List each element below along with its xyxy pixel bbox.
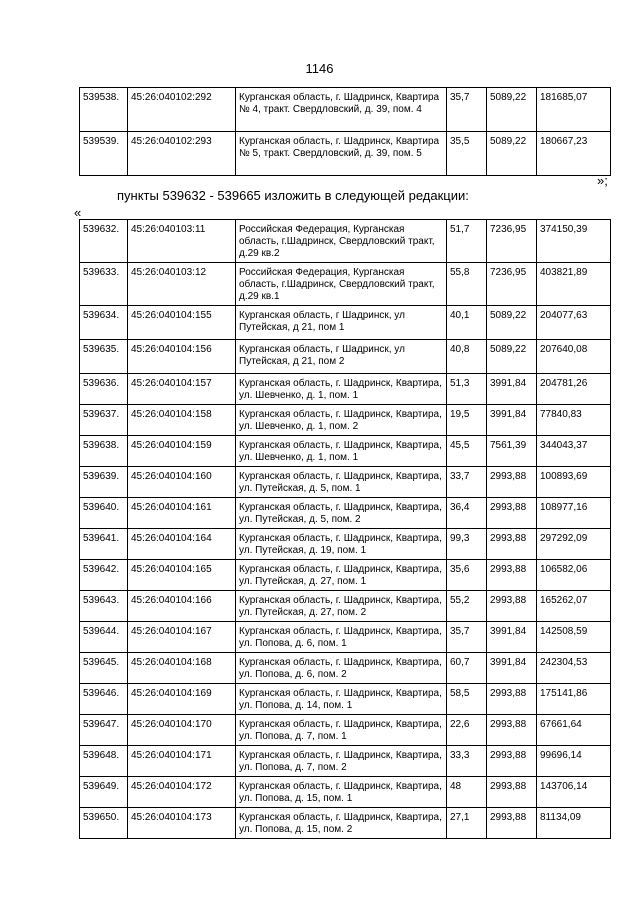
rate-cell: 3991,84 [487, 622, 537, 653]
area-cell: 35,7 [447, 88, 487, 132]
cadastral-number-cell: 45:26:040103:11 [128, 220, 236, 263]
cadastral-value-cell: 204077,63 [537, 306, 611, 340]
address-cell: Курганская область, г. Шадринск, Квартира, ул. Попова, д. 14, пом. 1 [236, 684, 447, 715]
cadastral-number-cell: 45:26:040104:164 [128, 529, 236, 560]
area-cell: 45,5 [447, 436, 487, 467]
cadastral-value-cell: 143706,14 [537, 777, 611, 808]
cadastral-number-cell: 45:26:040104:167 [128, 622, 236, 653]
row-number-cell: 539644. [80, 622, 128, 653]
area-cell: 36,4 [447, 498, 487, 529]
cadastral-value-cell: 142508,59 [537, 622, 611, 653]
table-row [80, 436, 611, 467]
rate-cell: 2993,88 [487, 498, 537, 529]
cadastral-number-cell: 45:26:040104:158 [128, 405, 236, 436]
cadastral-value-cell: 297292,09 [537, 529, 611, 560]
address-cell: Курганская область, г. Шадринск, Квартира, ул. Попова, д. 15, пом. 2 [236, 808, 447, 839]
cadastral-value-cell: 81134,09 [537, 808, 611, 839]
cadastral-number-cell: 45:26:040104:161 [128, 498, 236, 529]
cadastral-number-cell: 45:26:040102:292 [128, 88, 236, 132]
row-number-cell: 539638. [80, 436, 128, 467]
area-cell: 99,3 [447, 529, 487, 560]
page-number: 1146 [305, 61, 334, 76]
table-row [80, 306, 611, 340]
cadastral-value-cell: 106582,06 [537, 560, 611, 591]
address-cell: Курганская область, г Шадринск, ул Путейская, д 21, пом 2 [236, 340, 447, 374]
cadastral-number-cell: 45:26:040103:12 [128, 263, 236, 306]
area-cell: 33,3 [447, 746, 487, 777]
rate-cell: 2993,88 [487, 715, 537, 746]
cadastral-value-cell: 99696,14 [537, 746, 611, 777]
rate-cell: 2993,88 [487, 467, 537, 498]
cadastral-value-cell: 207640,08 [537, 340, 611, 374]
table-row [80, 374, 611, 405]
address-cell: Курганская область, г. Шадринск, Квартира, ул. Шевченко, д. 1, пом. 1 [236, 436, 447, 467]
cadastral-value-cell: 180667,23 [537, 132, 611, 176]
rate-cell: 7561,39 [487, 436, 537, 467]
cadastral-value-cell: 242304,53 [537, 653, 611, 684]
row-number-cell: 539636. [80, 374, 128, 405]
cadastral-number-cell: 45:26:040104:157 [128, 374, 236, 405]
property-table-previous [79, 87, 611, 176]
row-number-cell: 539633. [80, 263, 128, 306]
cadastral-number-cell: 45:26:040104:166 [128, 591, 236, 622]
area-cell: 22,6 [447, 715, 487, 746]
table-row [80, 715, 611, 746]
table-row [80, 405, 611, 436]
cadastral-number-cell: 45:26:040104:171 [128, 746, 236, 777]
area-cell: 51,3 [447, 374, 487, 405]
area-cell: 35,7 [447, 622, 487, 653]
table-row [80, 622, 611, 653]
rate-cell: 2993,88 [487, 560, 537, 591]
row-number-cell: 539642. [80, 560, 128, 591]
address-cell: Курганская область, г. Шадринск, Квартира № 5, тракт. Свердловский, д. 39, пом. 5 [236, 132, 447, 176]
table-row [80, 808, 611, 839]
rate-cell: 2993,88 [487, 808, 537, 839]
area-cell: 40,1 [447, 306, 487, 340]
address-cell: Курганская область, г. Шадринск, Квартира, ул. Путейская, д. 27, пом. 1 [236, 560, 447, 591]
cadastral-value-cell: 175141,86 [537, 684, 611, 715]
row-number-cell: 539647. [80, 715, 128, 746]
address-cell: Российская Федерация, Курганская область, г.Шадринск, Свердловский тракт, д.29 кв.2 [236, 220, 447, 263]
cadastral-value-cell: 67661,64 [537, 715, 611, 746]
table-row [80, 529, 611, 560]
cadastral-value-cell: 344043,37 [537, 436, 611, 467]
area-cell: 40,8 [447, 340, 487, 374]
rate-cell: 2993,88 [487, 591, 537, 622]
table-row [80, 498, 611, 529]
rate-cell: 2993,88 [487, 746, 537, 777]
row-number-cell: 539645. [80, 653, 128, 684]
table-row [80, 263, 611, 306]
row-number-cell: 539650. [80, 808, 128, 839]
cadastral-value-cell: 165262,07 [537, 591, 611, 622]
rate-cell: 2993,88 [487, 684, 537, 715]
address-cell: Российская Федерация, Курганская область, г.Шадринск, Свердловский тракт, д.29 кв.1 [236, 263, 447, 306]
cadastral-number-cell: 45:26:040104:159 [128, 436, 236, 467]
cadastral-number-cell: 45:26:040104:160 [128, 467, 236, 498]
address-cell: Курганская область, г. Шадринск, Квартира, ул. Попова, д. 6, пом. 1 [236, 622, 447, 653]
area-cell: 55,2 [447, 591, 487, 622]
area-cell: 58,5 [447, 684, 487, 715]
row-number-cell: 539648. [80, 746, 128, 777]
area-cell: 48 [447, 777, 487, 808]
row-number-cell: 539634. [80, 306, 128, 340]
cadastral-number-cell: 45:26:040104:170 [128, 715, 236, 746]
rate-cell: 3991,84 [487, 653, 537, 684]
rate-cell: 3991,84 [487, 405, 537, 436]
table-row [80, 560, 611, 591]
cadastral-value-cell: 181685,07 [537, 88, 611, 132]
table-row [80, 340, 611, 374]
area-cell: 19,5 [447, 405, 487, 436]
table-row [80, 777, 611, 808]
address-cell: Курганская область, г. Шадринск, Квартира, ул. Путейская, д. 19, пом. 1 [236, 529, 447, 560]
area-cell: 55,8 [447, 263, 487, 306]
row-number-cell: 539646. [80, 684, 128, 715]
cadastral-number-cell: 45:26:040104:165 [128, 560, 236, 591]
cadastral-value-cell: 100893,69 [537, 467, 611, 498]
table-row [80, 746, 611, 777]
address-cell: Курганская область, г Шадринск, ул Путейская, д 21, пом 1 [236, 306, 447, 340]
rate-cell: 5089,22 [487, 340, 537, 374]
address-cell: Курганская область, г. Шадринск, Квартира, ул. Путейская, д. 5, пом. 1 [236, 467, 447, 498]
cadastral-value-cell: 374150,39 [537, 220, 611, 263]
row-number-cell: 539539. [80, 132, 128, 176]
row-number-cell: 539639. [80, 467, 128, 498]
property-table-amended [79, 219, 611, 839]
rate-cell: 5089,22 [487, 306, 537, 340]
rate-cell: 5089,22 [487, 88, 537, 132]
address-cell: Курганская область, г. Шадринск, Квартира, ул. Путейская, д. 27, пом. 2 [236, 591, 447, 622]
row-number-cell: 539538. [80, 88, 128, 132]
table-row [80, 88, 611, 132]
area-cell: 27,1 [447, 808, 487, 839]
rate-cell: 2993,88 [487, 529, 537, 560]
table-row [80, 467, 611, 498]
address-cell: Курганская область, г. Шадринск, Квартира, ул. Шевченко, д. 1, пом. 1 [236, 374, 447, 405]
area-cell: 51,7 [447, 220, 487, 263]
address-cell: Курганская область, г. Шадринск, Квартира, ул. Попова, д. 15, пом. 1 [236, 777, 447, 808]
address-cell: Курганская область, г. Шадринск, Квартира, ул. Попова, д. 7, пом. 2 [236, 746, 447, 777]
cadastral-number-cell: 45:26:040104:155 [128, 306, 236, 340]
area-cell: 35,6 [447, 560, 487, 591]
row-number-cell: 539635. [80, 340, 128, 374]
cadastral-number-cell: 45:26:040104:156 [128, 340, 236, 374]
address-cell: Курганская область, г. Шадринск, Квартира, ул. Попова, д. 6, пом. 2 [236, 653, 447, 684]
cadastral-value-cell: 403821,89 [537, 263, 611, 306]
amendment-instruction: пункты 539632 - 539665 изложить в следующей редакции: [117, 188, 469, 203]
rate-cell: 3991,84 [487, 374, 537, 405]
cadastral-value-cell: 204781,26 [537, 374, 611, 405]
row-number-cell: 539643. [80, 591, 128, 622]
rate-cell: 2993,88 [487, 777, 537, 808]
row-number-cell: 539637. [80, 405, 128, 436]
rate-cell: 7236,95 [487, 220, 537, 263]
table-row [80, 684, 611, 715]
cadastral-number-cell: 45:26:040102:293 [128, 132, 236, 176]
table-row [80, 653, 611, 684]
table-row [80, 132, 611, 176]
cadastral-value-cell: 77840,83 [537, 405, 611, 436]
cadastral-number-cell: 45:26:040104:172 [128, 777, 236, 808]
cadastral-number-cell: 45:26:040104:169 [128, 684, 236, 715]
row-number-cell: 539632. [80, 220, 128, 263]
row-number-cell: 539649. [80, 777, 128, 808]
area-cell: 33,7 [447, 467, 487, 498]
closing-quote: »; [597, 173, 608, 188]
cadastral-value-cell: 108977,16 [537, 498, 611, 529]
rate-cell: 7236,95 [487, 263, 537, 306]
cadastral-number-cell: 45:26:040104:173 [128, 808, 236, 839]
opening-quote: « [74, 205, 82, 220]
area-cell: 35,5 [447, 132, 487, 176]
row-number-cell: 539640. [80, 498, 128, 529]
address-cell: Курганская область, г. Шадринск, Квартира № 4, тракт. Свердловский, д. 39, пом. 4 [236, 88, 447, 132]
address-cell: Курганская область, г. Шадринск, Квартира, ул. Путейская, д. 5, пом. 2 [236, 498, 447, 529]
rate-cell: 5089,22 [487, 132, 537, 176]
area-cell: 60,7 [447, 653, 487, 684]
row-number-cell: 539641. [80, 529, 128, 560]
address-cell: Курганская область, г. Шадринск, Квартира, ул. Попова, д. 7, пом. 1 [236, 715, 447, 746]
cadastral-number-cell: 45:26:040104:168 [128, 653, 236, 684]
table-row [80, 220, 611, 263]
address-cell: Курганская область, г. Шадринск, Квартира, ул. Шевченко, д. 1, пом. 2 [236, 405, 447, 436]
table-row [80, 591, 611, 622]
